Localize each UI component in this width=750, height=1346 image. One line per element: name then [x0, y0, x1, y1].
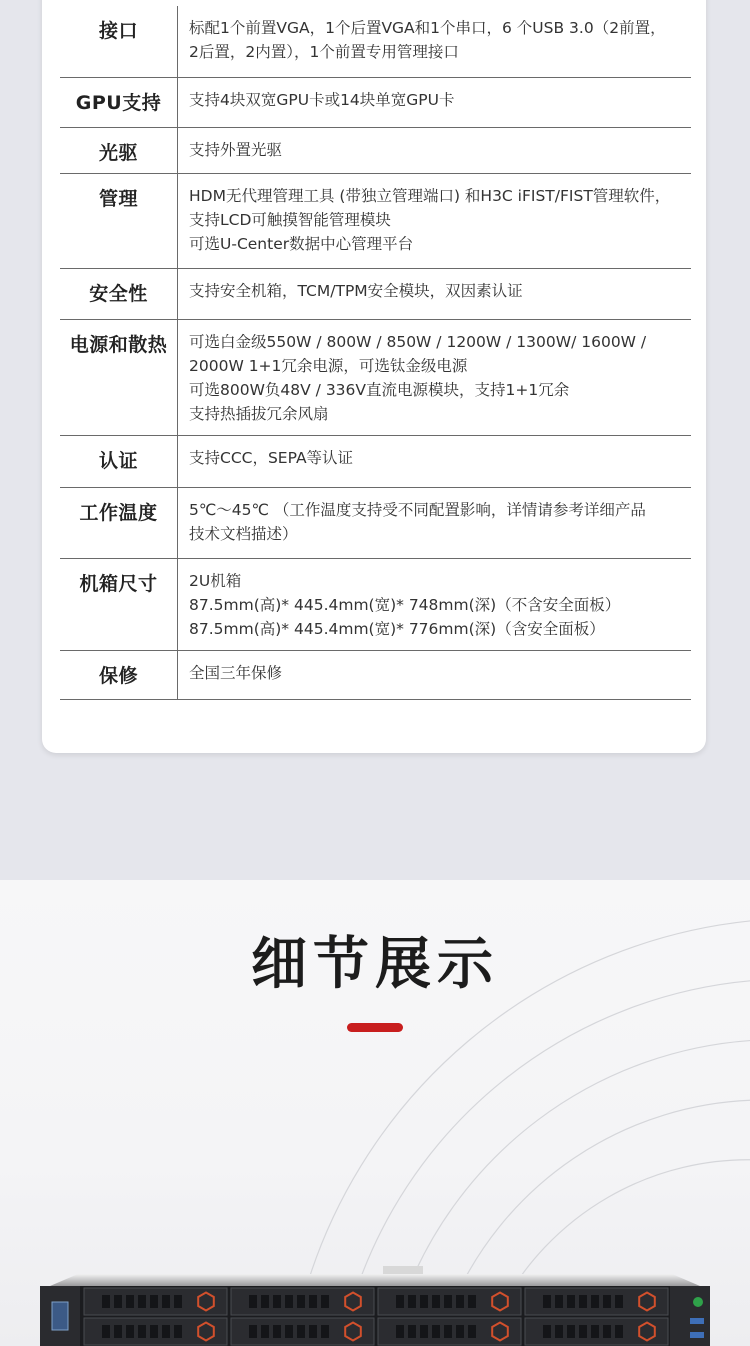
spec-value — [178, 559, 691, 650]
spec-value-line: 支持热插拔冗余风扇 — [189, 405, 329, 423]
spec-value-line: 87.5mm(高)* 445.4mm(宽)* 776mm(深)（含安全面板） — [189, 620, 605, 638]
bay-vent — [408, 1295, 416, 1308]
bay-vent — [162, 1325, 170, 1338]
bay-vent — [579, 1295, 587, 1308]
spec-row — [60, 320, 691, 436]
bay-vent — [249, 1295, 257, 1308]
bay-vent — [174, 1295, 182, 1308]
bay-vent — [567, 1295, 575, 1308]
spec-table — [60, 6, 691, 700]
bay-vent — [321, 1325, 329, 1338]
spec-value-line: 支持CCC，SEPA等认证 — [189, 449, 354, 467]
spec-label: 光驱 — [60, 128, 178, 173]
bay-vent — [285, 1295, 293, 1308]
spec-value-line: 标配1个前置VGA，1个后置VGA和1个串口，6 个USB 3.0（2前置， — [189, 19, 666, 37]
spec-value-line: 支持外置光驱 — [189, 141, 283, 159]
bay-vent — [174, 1325, 182, 1338]
bay-vent — [456, 1325, 464, 1338]
bay-vent — [309, 1325, 317, 1338]
spec-value-line: 可选800W负48V / 336V直流电源模块，支持1+1冗余 — [189, 381, 570, 399]
bay-vent — [555, 1295, 563, 1308]
bay-vent — [591, 1325, 599, 1338]
bay-vent — [249, 1325, 257, 1338]
bay-vent — [567, 1325, 575, 1338]
bay-vent — [615, 1325, 623, 1338]
spec-value — [178, 651, 691, 699]
spec-value-line: 全国三年保修 — [189, 664, 283, 682]
bay-vent — [126, 1295, 134, 1308]
bay-vent — [543, 1325, 551, 1338]
spec-label: 安全性 — [60, 269, 178, 319]
bay-vent — [579, 1325, 587, 1338]
bay-vent — [162, 1295, 170, 1308]
bay-vent — [591, 1295, 599, 1308]
bay-vent — [261, 1325, 269, 1338]
bay-vent — [138, 1295, 146, 1308]
spec-value-line: 支持4块双宽GPU卡或14块单宽GPU卡 — [189, 91, 455, 109]
bay-vent — [456, 1295, 464, 1308]
bay-vent — [285, 1325, 293, 1338]
bay-vent — [444, 1325, 452, 1338]
spec-label: 工作温度 — [60, 488, 178, 558]
spec-value-line: 支持安全机箱，TCM/TPM安全模块，双因素认证 — [189, 282, 523, 300]
spec-value — [178, 6, 691, 77]
spec-value-line: HDM无代理管理工具 (带独立管理端口) 和H3C iFIST/FIST管理软件， — [189, 187, 671, 205]
spec-value — [178, 320, 691, 435]
bay-vent — [408, 1325, 416, 1338]
spec-row — [60, 488, 691, 559]
bay-vent — [297, 1295, 305, 1308]
bay-vent — [138, 1325, 146, 1338]
bay-vent — [420, 1295, 428, 1308]
bay-vent — [432, 1295, 440, 1308]
bay-vent — [321, 1295, 329, 1308]
spec-value-line: 可选U-Center数据中心管理平台 — [189, 235, 414, 253]
bay-vent — [150, 1295, 158, 1308]
bay-vent — [468, 1295, 476, 1308]
spec-value — [178, 269, 691, 319]
spec-value-line: 2U机箱 — [189, 572, 242, 590]
spec-value — [178, 78, 691, 127]
bay-vent — [396, 1325, 404, 1338]
bay-vent — [543, 1295, 551, 1308]
bay-vent — [126, 1325, 134, 1338]
spec-value — [178, 488, 691, 558]
spec-value — [178, 174, 691, 268]
spec-value-line: 可选白金级550W / 800W / 850W / 1200W / 1300W/ 1600W / — [189, 333, 647, 351]
spec-value-line: 5℃～45℃ （工作温度支持受不同配置影响，详情请参考详细产品 — [189, 501, 646, 519]
spec-label: 接口 — [60, 6, 178, 77]
bay-vent — [603, 1295, 611, 1308]
spec-value-line: 87.5mm(高)* 445.4mm(宽)* 748mm(深)（不含安全面板） — [189, 596, 621, 614]
spec-value-line: 2000W 1+1冗余电源，可选钛金级电源 — [189, 357, 468, 375]
bay-vent — [468, 1325, 476, 1338]
spec-label: 认证 — [60, 436, 178, 487]
spec-value-line: 2后置，2内置），1个前置专用管理接口 — [189, 43, 459, 61]
detail-title: 细节展示 — [251, 932, 499, 997]
detail-section — [0, 880, 750, 1346]
bay-vent — [261, 1295, 269, 1308]
spec-row — [60, 269, 691, 320]
spec-row — [60, 559, 691, 651]
bay-vent — [102, 1295, 110, 1308]
bay-vent — [150, 1325, 158, 1338]
bay-vent — [102, 1325, 110, 1338]
bay-vent — [297, 1325, 305, 1338]
spec-value — [178, 128, 691, 173]
server-image — [38, 1252, 712, 1346]
bay-vent — [396, 1295, 404, 1308]
bay-vent — [114, 1295, 122, 1308]
spec-value-line: 支持LCD可触摸智能管理模块 — [189, 211, 391, 229]
spec-row — [60, 128, 691, 174]
bay-vent — [114, 1325, 122, 1338]
spec-row — [60, 78, 691, 128]
bay-vent — [615, 1295, 623, 1308]
bay-vent — [444, 1295, 452, 1308]
spec-label: 机箱尺寸 — [60, 559, 178, 650]
bay-vent — [309, 1295, 317, 1308]
bay-vent — [603, 1325, 611, 1338]
bay-vent — [273, 1295, 281, 1308]
bay-vent — [555, 1325, 563, 1338]
spec-row — [60, 6, 691, 78]
spec-label: 电源和散热 — [60, 320, 178, 435]
spec-label: 保修 — [60, 651, 178, 699]
bay-vent — [432, 1325, 440, 1338]
bay-vent — [420, 1325, 428, 1338]
spec-value-line: 技术文档描述） — [189, 525, 298, 543]
title-accent-bar — [347, 1023, 403, 1032]
spec-row — [60, 174, 691, 269]
spec-row — [60, 651, 691, 700]
spec-row — [60, 436, 691, 488]
bay-vent — [273, 1325, 281, 1338]
spec-label: 管理 — [60, 174, 178, 268]
spec-label: GPU支持 — [60, 78, 178, 127]
spec-value — [178, 436, 691, 487]
